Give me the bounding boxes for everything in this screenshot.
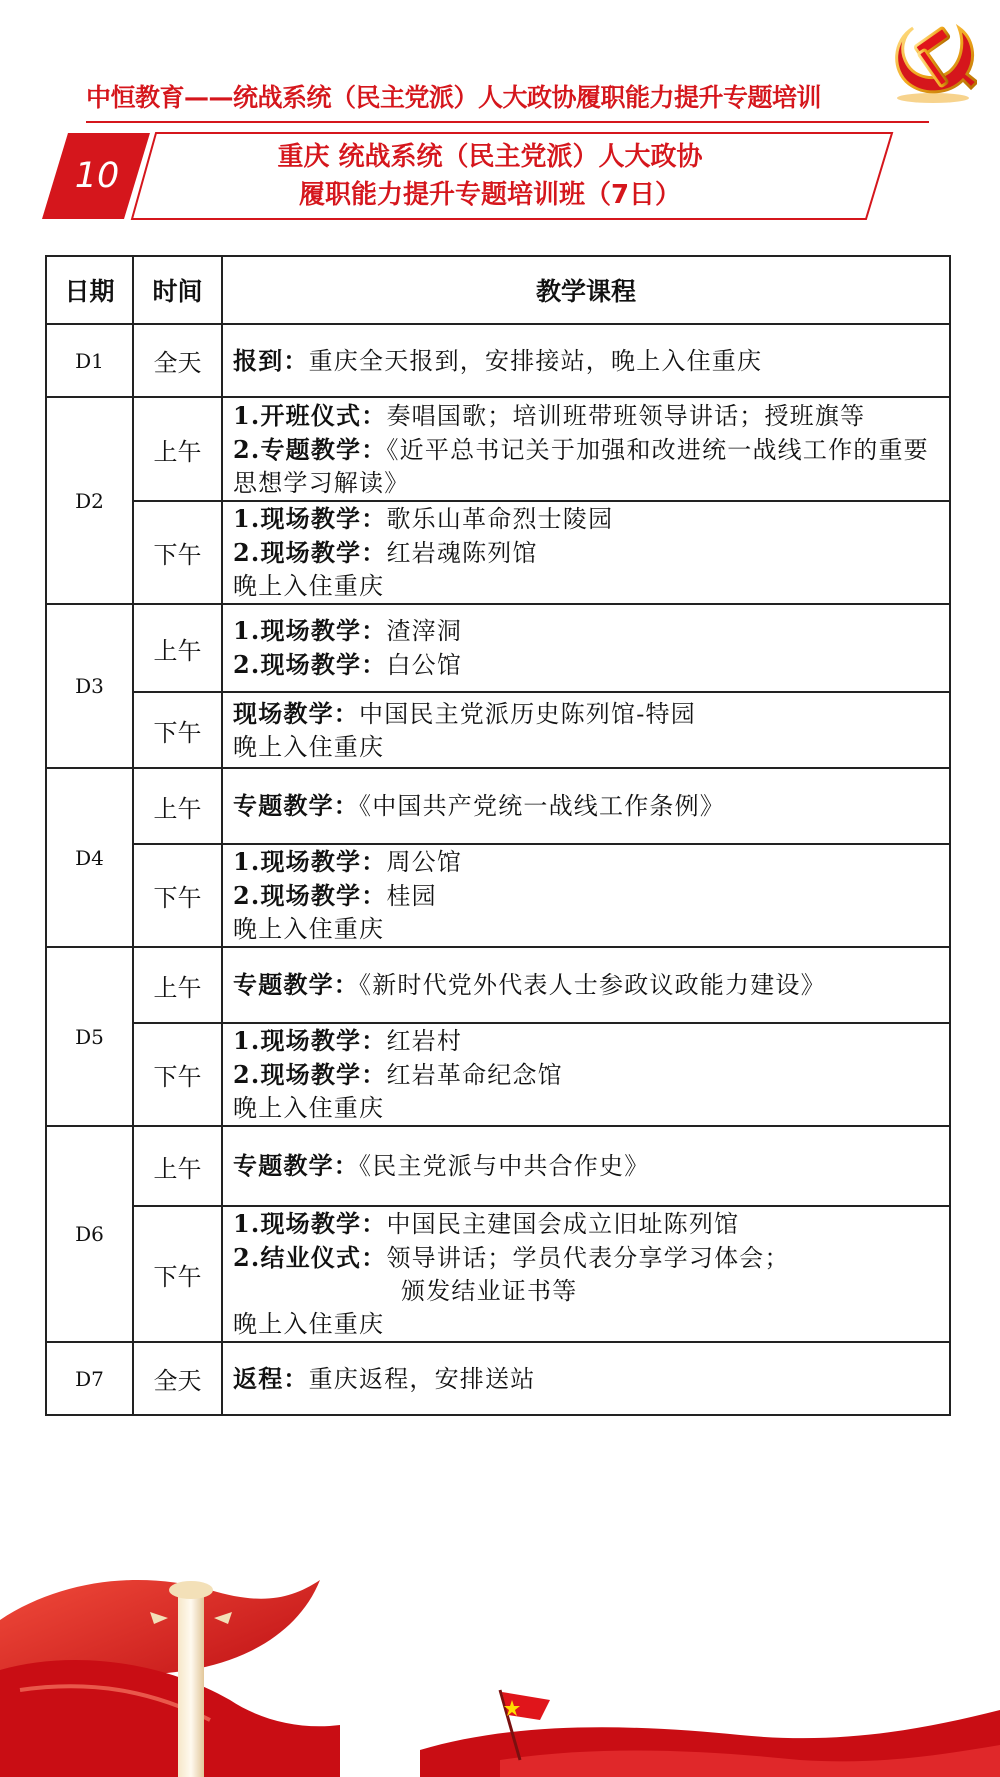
course-label: 2.现场教学：: [233, 650, 387, 679]
course-text: 颁发结业证书等: [401, 1277, 578, 1305]
course-label: 1.开班仪式：: [233, 400, 387, 430]
course-text: 中国民主建国会成立旧址陈列馆: [386, 1210, 740, 1238]
course-text: 白公馆: [386, 651, 463, 679]
course-label: 1.现场教学：: [233, 1209, 387, 1238]
course-text: 《民主党派与中共合作史》: [359, 1152, 650, 1180]
table-row: [46, 397, 950, 501]
course-label: 2.现场教学：: [233, 1060, 387, 1089]
course-text: 晚上入住重庆: [233, 1310, 385, 1338]
course-text: 桂园: [386, 882, 437, 910]
course-label: 报到：: [233, 345, 309, 375]
course-label: 返程：: [233, 1363, 309, 1393]
course-text: 奏唱国歌；培训班带班领导讲话；授班旗等: [386, 401, 866, 430]
course-label: 2.现场教学：: [233, 538, 387, 567]
course-label: 2.现场教学：: [233, 881, 387, 910]
course-text: 重庆返程，安排送站: [308, 1364, 536, 1393]
time-cell: 上午: [133, 1126, 222, 1206]
course-cell: [222, 1126, 950, 1206]
time-cell: 下午: [133, 1206, 222, 1342]
course-label: 专题教学：: [233, 970, 359, 999]
course-label: 专题教学：: [233, 791, 359, 820]
course-label: 1.现场教学：: [233, 504, 387, 533]
course-text: 周公馆: [386, 848, 463, 876]
course-text: 《新时代党外代表人士参政议政能力建设》: [359, 971, 826, 999]
table-row: [46, 604, 950, 692]
course-text: 红岩革命纪念馆: [386, 1061, 563, 1089]
course-cell: [222, 1023, 950, 1126]
table-row: [46, 1342, 950, 1415]
day-cell: D1: [46, 324, 133, 397]
time-cell: 上午: [133, 604, 222, 692]
course-text: 晚上入住重庆: [233, 732, 385, 761]
time-cell: 下午: [133, 844, 222, 947]
time-cell: 上午: [133, 947, 222, 1023]
table-row: [46, 947, 950, 1023]
day-cell: D3: [46, 604, 133, 768]
red-flag-huabiao-pillar-icon: [0, 1560, 1000, 1777]
course-cell: [222, 844, 950, 947]
time-cell: 下午: [133, 1023, 222, 1126]
course-text: 晚上入住重庆: [233, 1094, 385, 1122]
header-time: 时间: [133, 256, 222, 324]
course-cell: [222, 604, 950, 692]
course-text: 《近平总书记关于加强和改进统一战线工作的重要思想学习解读》: [233, 435, 929, 497]
time-cell: 全天: [133, 1342, 222, 1415]
hammer-sickle-emblem-icon: [885, 18, 977, 104]
section-title-line-2: 履职能力提升专题培训班（7日）: [298, 180, 682, 210]
course-text: 晚上入住重庆: [233, 572, 385, 600]
table-row: [46, 1126, 950, 1206]
course-text: 重庆全天报到，安排接站，晚上入住重庆: [308, 346, 763, 375]
section-number: 10: [74, 156, 120, 196]
table-row: [46, 1023, 950, 1126]
day-cell: D4: [46, 768, 133, 947]
day-cell: D6: [46, 1126, 133, 1342]
table-row: [46, 501, 950, 604]
day-cell: D7: [46, 1342, 133, 1415]
table-row: [46, 692, 950, 768]
course-text: 歌乐山革命烈士陵园: [386, 505, 614, 533]
header-title: 中恒教育——统战系统（民主党派）人大政协履职能力提升专题培训: [86, 83, 822, 112]
table-row: [46, 324, 950, 397]
table-row: [46, 768, 950, 844]
table-header-row: [46, 256, 950, 324]
course-text: 晚上入住重庆: [233, 915, 385, 943]
course-label: 现场教学：: [233, 698, 359, 728]
course-text: 中国民主党派历史陈列馆-特园: [359, 699, 696, 728]
course-cell: [222, 501, 950, 604]
course-text: 领导讲话；学员代表分享学习体会；: [386, 1244, 790, 1272]
course-cell: [222, 692, 950, 768]
time-cell: 下午: [133, 501, 222, 604]
section-title-line-1: 重庆 统战系统（民主党派）人大政协: [277, 142, 703, 172]
header-day: 日期: [46, 256, 133, 324]
section-title: [190, 138, 790, 218]
table-row: [46, 844, 950, 947]
time-cell: 上午: [133, 397, 222, 501]
day-cell: D5: [46, 947, 133, 1126]
table-row: [46, 1206, 950, 1342]
header-course: 教学课程: [222, 256, 950, 324]
time-cell: 上午: [133, 768, 222, 844]
course-cell: [222, 947, 950, 1023]
header-divider: [86, 121, 929, 123]
schedule-table: [45, 255, 951, 1416]
time-cell: 下午: [133, 692, 222, 768]
day-cell: D2: [46, 397, 133, 604]
course-text: 红岩魂陈列馆: [386, 539, 538, 567]
course-label: 2.结业仪式：: [233, 1243, 387, 1272]
course-cell: [222, 397, 950, 501]
course-text: 红岩村: [386, 1027, 463, 1055]
course-label: 2.专题教学：: [233, 434, 387, 464]
course-cell: [222, 324, 950, 397]
course-text: 《中国共产党统一战线工作条例》: [359, 792, 725, 820]
course-cell: [222, 1206, 950, 1342]
course-text: 渣滓洞: [386, 617, 463, 645]
time-cell: 全天: [133, 324, 222, 397]
course-label: 专题教学：: [233, 1151, 359, 1180]
course-label: 1.现场教学：: [233, 1026, 387, 1055]
course-label: 1.现场教学：: [233, 616, 387, 645]
course-label: 1.现场教学：: [233, 847, 387, 876]
course-cell: [222, 768, 950, 844]
course-cell: [222, 1342, 950, 1415]
